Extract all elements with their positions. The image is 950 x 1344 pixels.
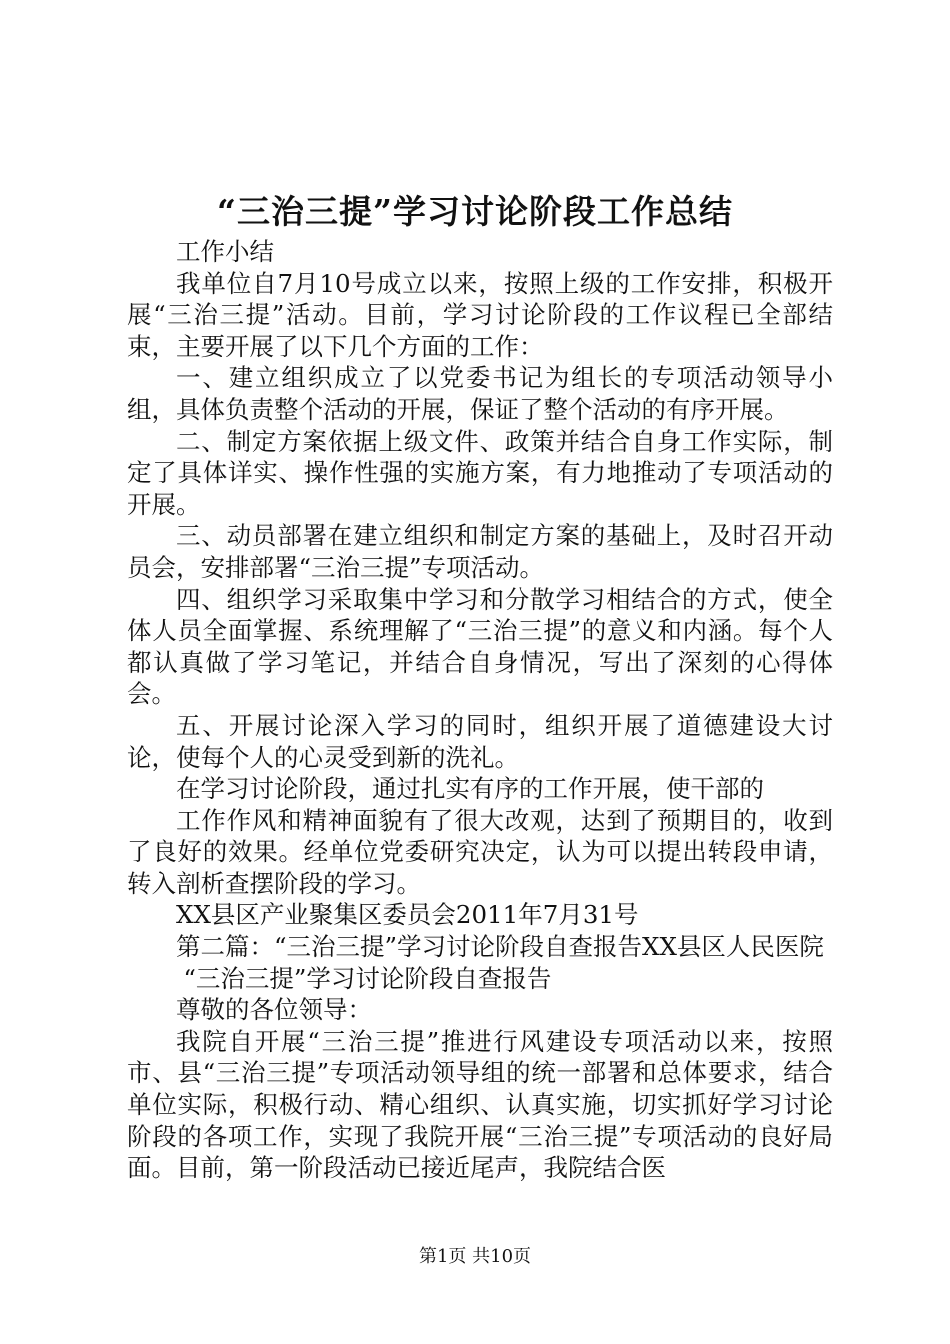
paragraph: “三治三提”学习讨论阶段自查报告 — [183, 963, 552, 993]
paragraph: 工作作风和精神面貌有了很大改观，达到了预期目的，收到了良好的效果。经单位党委研究决定，认为可以提出转段申请，转入剖析查摆阶段的学习。 — [127, 805, 833, 898]
paragraph: 工作小结 — [176, 237, 274, 266]
document-title: “三治三提”学习讨论阶段工作总结 — [217, 192, 733, 231]
paragraph: 四、组织学习采取集中学习和分散学习相结合的方式，使全体人员全面掌握、系统理解了“三治三提”的意义和内涵。每个人都认真做了学习笔记，并结合自身情况，写出了深刻的心得体会。 — [127, 584, 833, 709]
paragraph: 我单位自7月10号成立以来，按照上级的工作安排，积极开展“三治三提”活动。目前，学习讨论阶段的工作议程已全部结束，主要开展了以下几个方面的工作： — [127, 268, 833, 361]
paragraph: 尊敬的各位领导： — [176, 995, 372, 1025]
paragraph: 在学习讨论阶段，通过扎实有序的工作开展，使干部的 — [176, 774, 764, 804]
page-number: 第1页 共10页 — [418, 1246, 532, 1267]
paragraph: 一、建立组织成立了以党委书记为组长的专项活动领导小组，具体负责整个活动的开展，保证了整个活动的有序开展。 — [127, 363, 833, 424]
paragraph: 二、制定方案依据上级文件、政策并结合自身工作实际，制定了具体详实、操作性强的实施方案，有力地推动了专项活动的开展。 — [127, 426, 833, 519]
paragraph: 我院自开展“三治三提”推进行风建设专项活动以来，按照市、县“三治三提”专项活动领导组的统一部署和总体要求，结合单位实际，积极行动、精心组织、认真实施，切实抓好学习讨论阶段的各项工作，实现了我院开展“三治三提”专项活动的良好局面。目前，第一阶段活动已接近尾声，我院结合医 — [127, 1026, 833, 1183]
paragraph: 三、动员部署在建立组织和制定方案的基础上，及时召开动员会，安排部署“三治三提”专项活动。 — [127, 521, 833, 582]
document-body — [127, 236, 833, 1184]
paragraph: 第二篇：“三治三提”学习讨论阶段自查报告XX县区人民医院 — [176, 932, 824, 962]
paragraph: 五、开展讨论深入学习的同时，组织开展了道德建设大讨论，使每个人的心灵受到新的洗礼。 — [127, 710, 833, 772]
paragraph: XX县区产业聚集区委员会2011年7月31号 — [176, 900, 639, 930]
